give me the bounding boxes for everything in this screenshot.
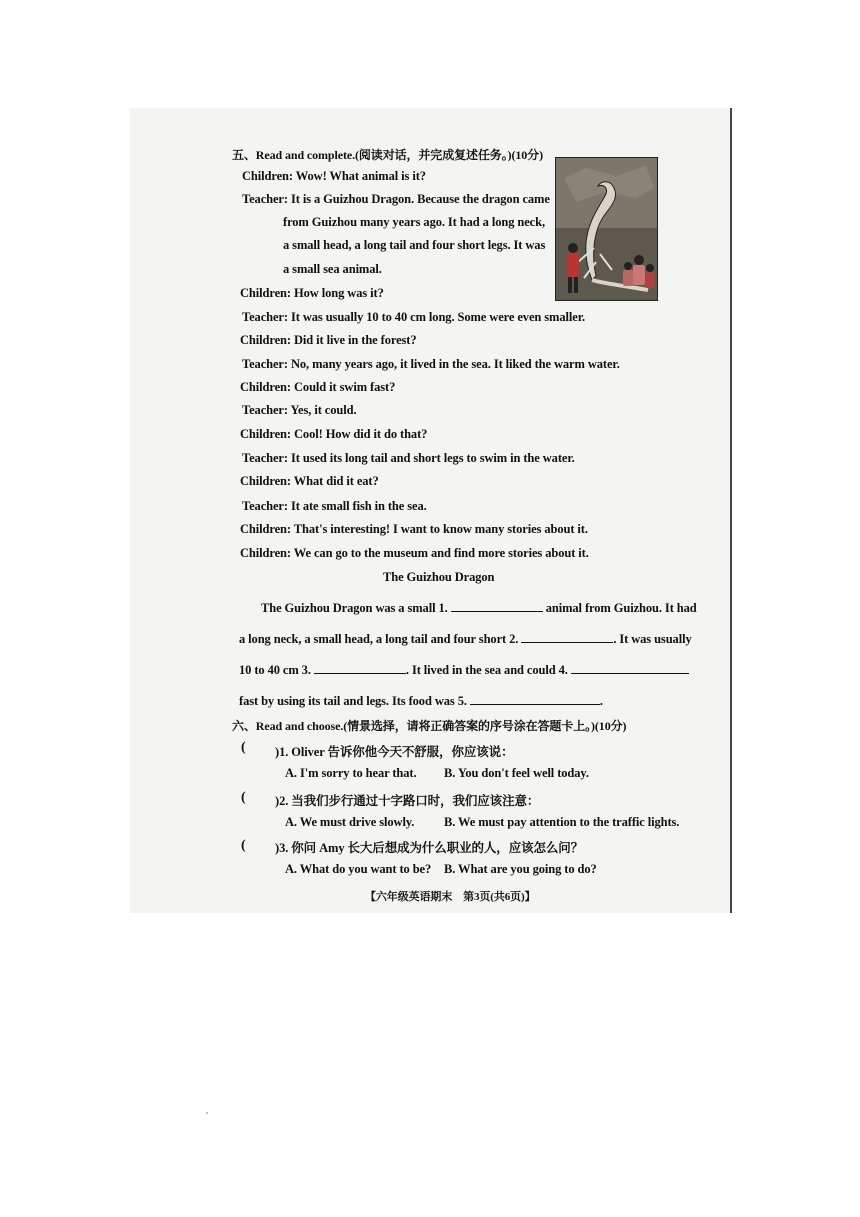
scan-speck bbox=[206, 1112, 208, 1114]
dialogue-line: Teacher: No, many years ago, it lived in the sea. It liked the warm water. bbox=[242, 357, 620, 371]
option-a: A. We must drive slowly. bbox=[285, 815, 415, 829]
option-b: B. We must pay attention to the traffic lights. bbox=[444, 815, 680, 829]
retell-line: fast by using its tail and legs. Its food was 5. . bbox=[239, 694, 603, 708]
section6-heading: 六、Read and choose.(情景选择，请将正确答案的序号涂在答题卡上。)(10分) bbox=[232, 719, 627, 733]
dialogue-line: Teacher: It was usually 10 to 40 cm long. Some were even smaller. bbox=[242, 310, 586, 324]
answer-paren[interactable]: ( bbox=[241, 790, 246, 805]
retell-line: 10 to 40 cm 3. . It lived in the sea and could 4. bbox=[239, 663, 689, 678]
option-b: B. What are you going to do? bbox=[444, 862, 597, 876]
retell-line: a long neck, a small head, a long tail and four short 2. . It was usually bbox=[239, 632, 692, 646]
dialogue-line: a small head, a long tail and four short legs. It was bbox=[283, 238, 546, 252]
dragon-fossil-photo bbox=[555, 157, 658, 301]
option-a: A. I'm sorry to hear that. bbox=[285, 766, 417, 780]
dialogue-line: Teacher: It used its long tail and short legs to swim in the water. bbox=[242, 451, 575, 465]
dialogue-line: Children: Did it live in the forest? bbox=[240, 333, 417, 347]
answer-paren[interactable]: ( bbox=[241, 740, 246, 755]
section5-heading: 五、Read and complete.(阅读对话，并完成复述任务。)(10分) bbox=[232, 148, 543, 162]
dialogue-line: Children: Cool! How did it do that? bbox=[240, 427, 428, 441]
option-b: B. You don't feel well today. bbox=[444, 766, 589, 780]
answer-paren[interactable]: ( bbox=[241, 838, 246, 853]
question-stem: )1. Oliver 告诉你他今天不舒服，你应该说： bbox=[275, 745, 514, 759]
retell-title: The Guizhou Dragon bbox=[383, 570, 495, 584]
dialogue-line: Children: We can go to the museum and find more stories about it. bbox=[240, 546, 589, 560]
question-stem: )2. 当我们步行通过十字路口时，我们应该注意： bbox=[275, 794, 540, 808]
dialogue-line: Children: How long was it? bbox=[240, 286, 384, 300]
blank-1[interactable] bbox=[451, 601, 543, 612]
page-footer: 【六年级英语期末 第3页(共6页)】 bbox=[365, 891, 536, 903]
dialogue-line: Children: Could it swim fast? bbox=[240, 380, 396, 394]
blank-5[interactable] bbox=[470, 694, 600, 705]
blank-4[interactable] bbox=[571, 663, 689, 674]
dialogue-line: Teacher: Yes, it could. bbox=[242, 403, 357, 417]
dialogue-line: a small sea animal. bbox=[283, 262, 382, 276]
question-stem: )3. 你问 Amy 长大后想成为什么职业的人，应该怎么问？ bbox=[275, 841, 584, 855]
option-a: A. What do you want to be? bbox=[285, 862, 432, 876]
blank-2[interactable] bbox=[521, 632, 613, 643]
dialogue-line: Children: Wow! What animal is it? bbox=[242, 169, 426, 183]
dialogue-line: Teacher: It ate small fish in the sea. bbox=[242, 499, 427, 513]
dialogue-line: Children: That's interesting! I want to know many stories about it. bbox=[240, 522, 588, 536]
retell-line: The Guizhou Dragon was a small 1. animal from Guizhou. It had bbox=[261, 601, 697, 615]
dialogue-line: from Guizhou many years ago. It had a long neck, bbox=[283, 215, 546, 229]
dialogue-line: Children: What did it eat? bbox=[240, 474, 379, 488]
dialogue-line: Teacher: It is a Guizhou Dragon. Because the dragon came bbox=[242, 192, 550, 206]
blank-3[interactable] bbox=[314, 663, 406, 674]
